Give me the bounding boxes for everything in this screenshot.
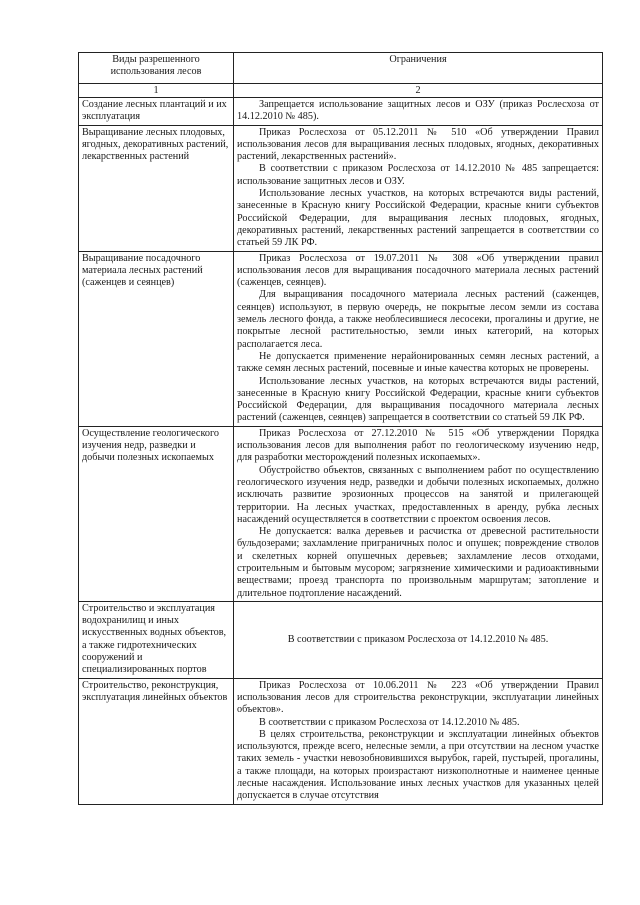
restrictions-cell: [234, 98, 603, 126]
restriction-paragraph: В соответствии с приказом Рослесхоза от 14.12.2010 № 485.: [287, 633, 549, 645]
restriction-paragraph: Приказ Рослесхоза от 10.06.2011 № 223 «Об утверждении Правил использования лесов для строительства реконструкции, эксплуатации линейных объектов».: [237, 679, 599, 716]
restriction-paragraph: Не допускается: валка деревьев и расчистка от древесной растительности бульдозерами; захламление приграничных полос и опушек; повреждение стволов и скелетных корней опушечных деревьев; захламление лесов отходами, строительным и бытовым мусором; загрязнение химическими и радиоактивными веществами; проезд транспорта по произвольным маршрутам; затопление и длительное подтопление насаждений.: [237, 526, 599, 599]
table-row: [79, 426, 603, 601]
table-row: [79, 98, 603, 126]
restriction-paragraph: Использование лесных участков, на которых встречаются виды растений, занесенные в Красную книгу Российской Федерации, красные книги субъектов Российской Федерации, для выращивания лесных плодовых, ягодных, декоративных растений, лекарственных растений запрещается в соответствии со статьей 59 ЛК РФ.: [237, 188, 599, 249]
restriction-paragraph: В целях строительства, реконструкции и эксплуатации линейных объектов используются, прежде всего, нелесные земли, а при отсутствии на лесном участке таких земель - участки невозобновившихся вырубок, гарей, пустырей, прогалины, а также площади, на которых произрастают низкополнотные и наименее ценные лесные насаждения. Использование иных лесных участков для указанных целей допускается в случае отсутствия: [237, 728, 599, 802]
use-type-cell: Создание лесных плантаций и их эксплуатация: [79, 98, 234, 126]
restriction-paragraph: Для выращивания посадочного материала лесных растений (саженцев, сеянцев) используют, в первую очередь, не покрытые лесом земли из состава земель лесного фонда, а также необлесившиеся лесосеки, прогалины и другие, не покрытые лесной растительностью, земли иных категорий, на которых располагается леса.: [237, 289, 599, 350]
table-row: [79, 125, 603, 251]
restriction-paragraph: Запрещается использование защитных лесов и ОЗУ (приказ Рослесхоза от 14.12.2010 № 485).: [237, 99, 599, 123]
restrictions-cell: [234, 251, 603, 426]
restriction-paragraph: Приказ Рослесхоза от 27.12.2010 № 515 «Об утверждении Порядка использования лесов для выполнения работ по геологическому изучению недр, для разработки месторождений полезных ископаемых».: [237, 427, 599, 464]
restrictions-table: [78, 52, 603, 805]
restriction-paragraph: Не допускается применение нерайонированных семян лесных растений, а также семян лесных растений, посевные и иные качества которых не проверены.: [237, 350, 599, 375]
restriction-paragraph: В соответствии с приказом Рослесхоза от 14.12.2010 № 485 запрещается: использование защитных лесов и ОЗУ.: [237, 163, 599, 187]
table-header-row: [79, 53, 603, 84]
column-number-row: [79, 84, 603, 98]
restrictions-cell: [234, 601, 603, 678]
restriction-paragraph: Приказ Рослесхоза от 19.07.2011 № 308 «Об утверждении правил использования лесов для выращивания посадочного материала лесных растений (саженцев, сеянцев).: [237, 252, 599, 289]
restriction-paragraph: Приказ Рослесхоза от 05.12.2011 № 510 «Об утверждении Правил использования лесов для выращивания лесных плодовых, ягодных, декоративных растений, лекарственных растений».: [237, 126, 599, 163]
table-row: [79, 601, 603, 678]
restriction-paragraph: Использование лесных участков, на которых встречаются виды растений, занесенные в Красную книгу Российской Федерации, красные книги субъектов Российской Федерации, для выращивания посадочного материала лесных растений (саженцев, сеянцев) запрещается в соответствии со статьей 59 ЛК РФ.: [237, 375, 599, 424]
use-type-cell: Строительство и эксплуатация водохранилищ и иных искусственных водных объектов, а также гидротехнических сооружений и специализированных портов: [79, 601, 234, 678]
column-header-use-type: Виды разрешенного использования лесов: [79, 53, 234, 84]
table-row: [79, 251, 603, 426]
restrictions-cell: [234, 678, 603, 804]
restriction-paragraph: В соответствии с приказом Рослесхоза от 14.12.2010 № 485.: [259, 716, 520, 728]
column-header-restrictions: Ограничения: [234, 53, 603, 84]
restriction-paragraph: Обустройство объектов, связанных с выполнением работ по осуществлению геологического изучения недр, разведки и добычи полезных ископаемых, должно исключать развитие эрозионных процессов на занятой и прилегающей территории. На лесных участках, предоставленных в аренду, рубка лесных насаждений осуществляется в соответствии с проектом освоения лесов.: [237, 464, 599, 525]
use-type-cell: Выращивание лесных плодовых, ягодных, декоративных растений, лекарственных растений: [79, 125, 234, 251]
use-type-cell: Осуществление геологического изучения недр, разведки и добычи полезных ископаемых: [79, 426, 234, 601]
table-row: [79, 678, 603, 804]
column-number-2: 2: [234, 84, 603, 98]
use-type-cell: Строительство, реконструкция, эксплуатация линейных объектов: [79, 678, 234, 804]
restrictions-cell: [234, 426, 603, 601]
restrictions-cell: [234, 125, 603, 251]
column-number-1: 1: [79, 84, 234, 98]
use-type-cell: Выращивание посадочного материала лесных растений (саженцев и сеянцев): [79, 251, 234, 426]
